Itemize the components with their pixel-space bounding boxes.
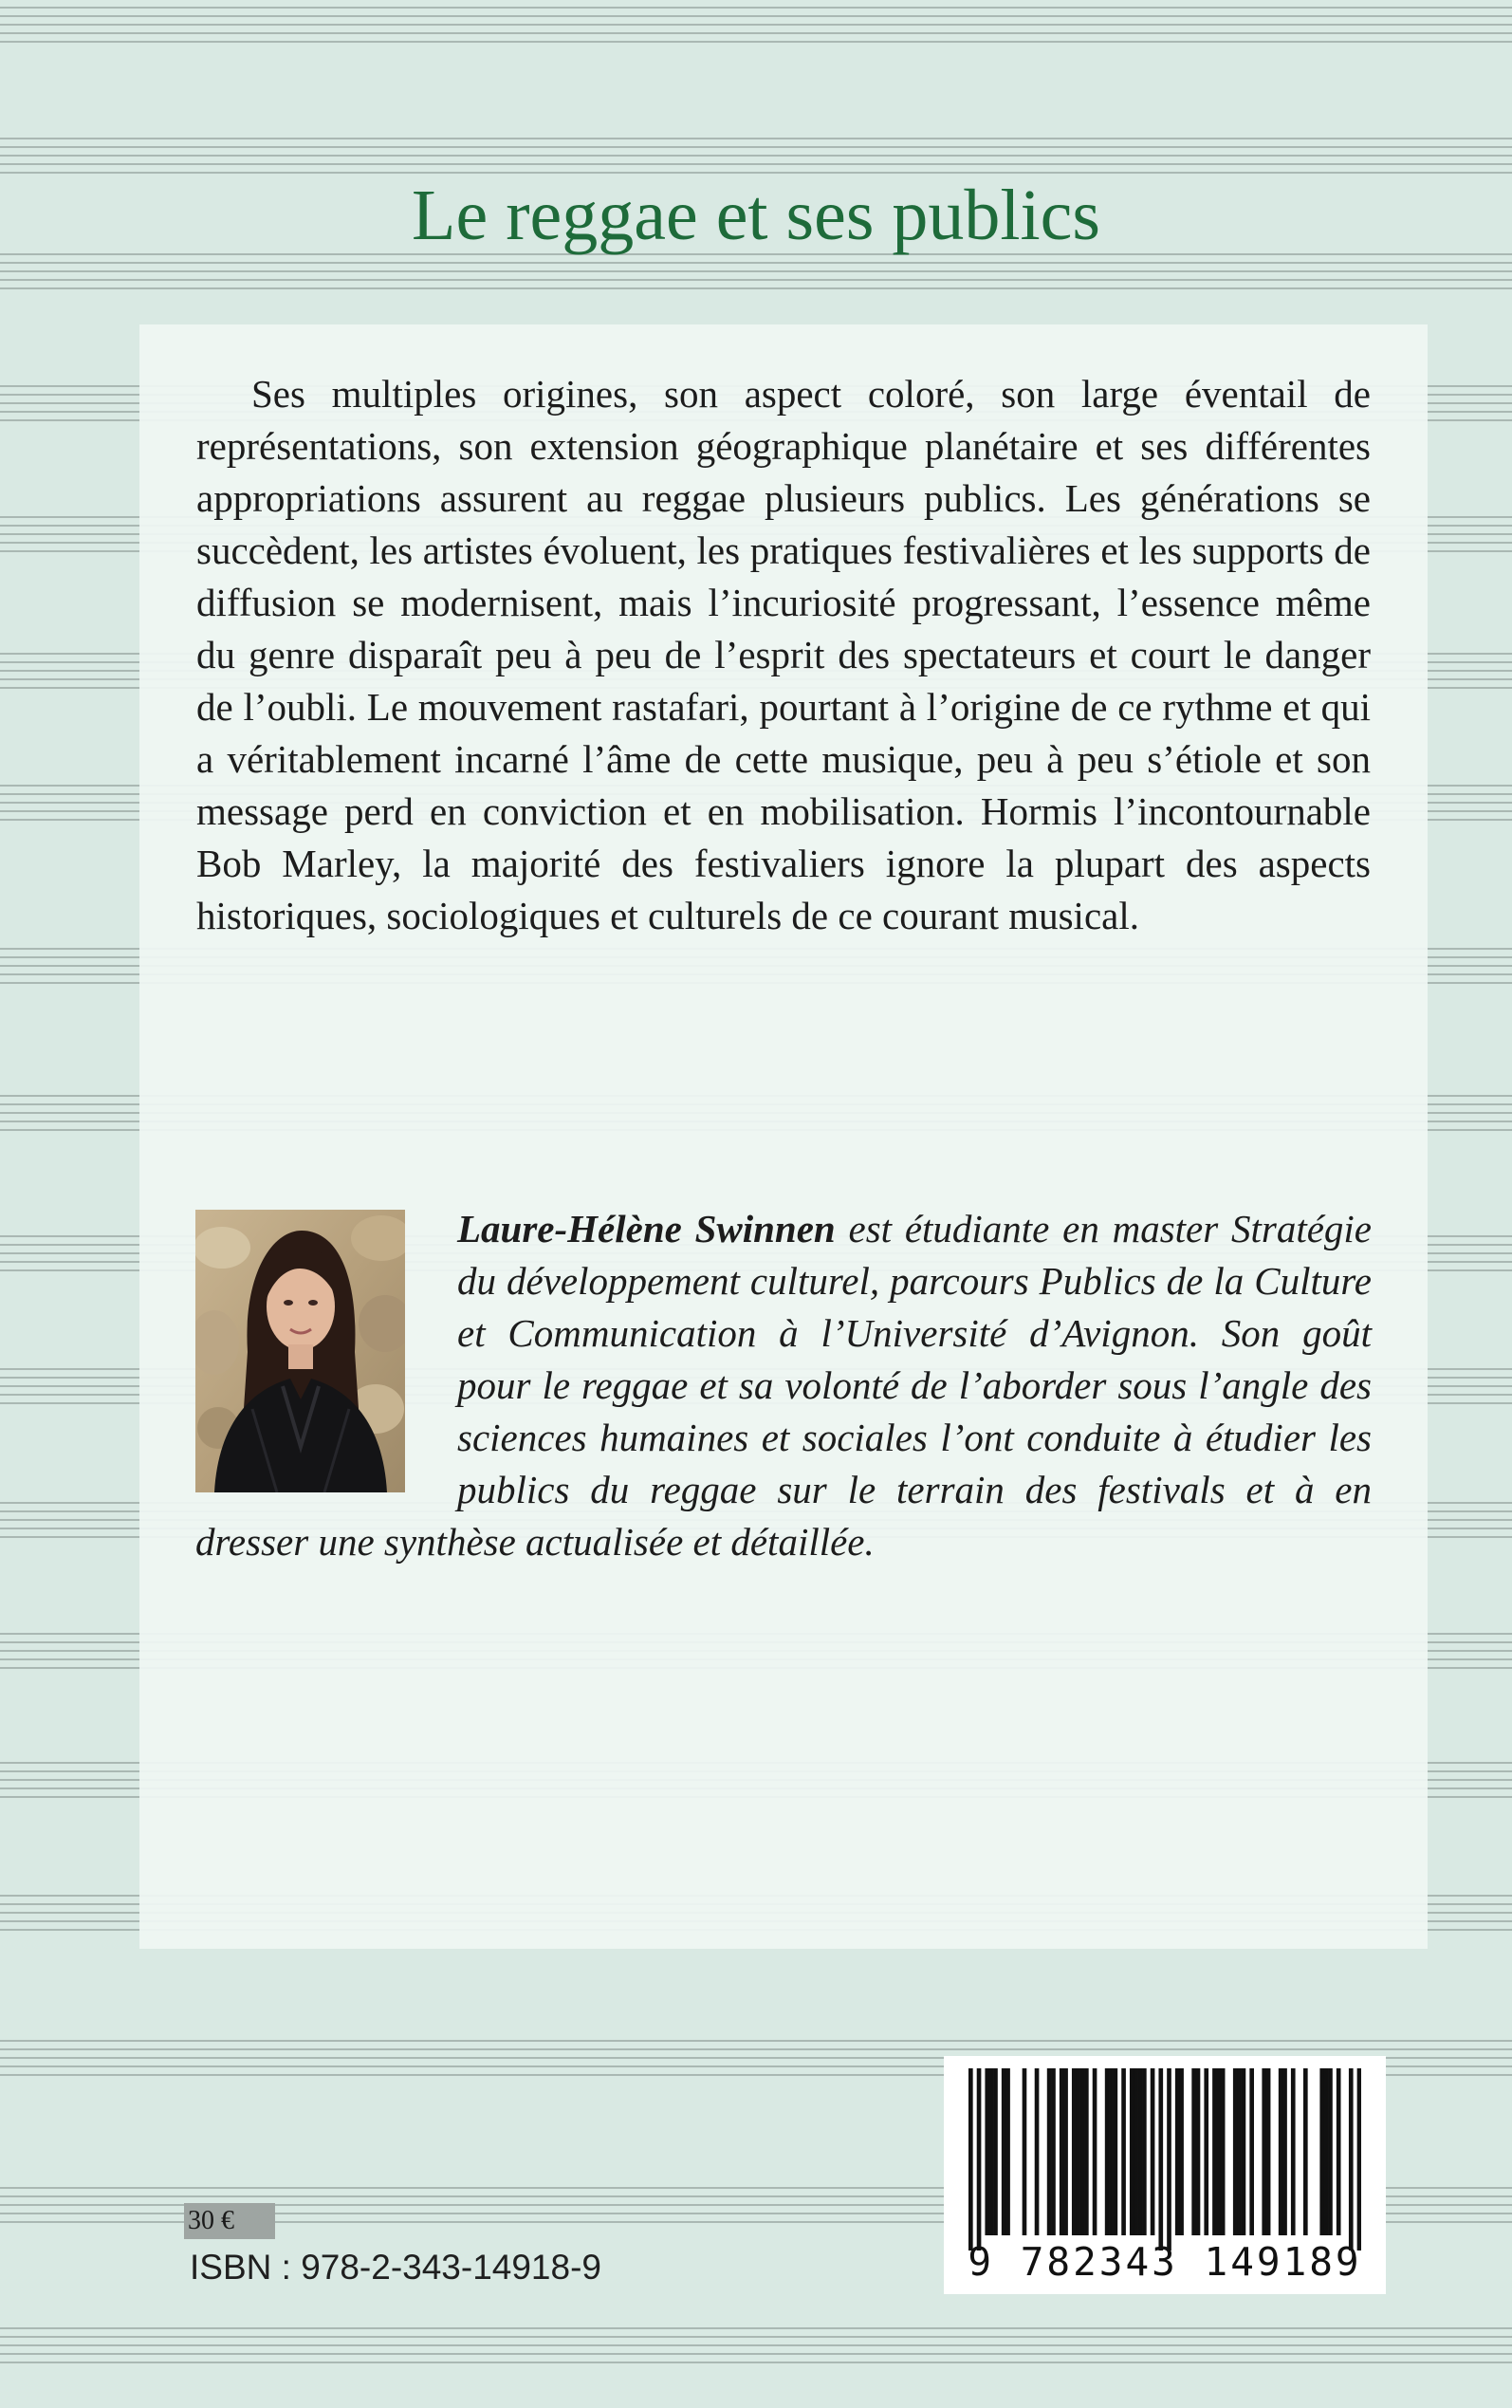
- barcode-bar: [1262, 2068, 1266, 2235]
- barcode-bar: [993, 2068, 998, 2235]
- barcode-bar: [1196, 2068, 1201, 2235]
- barcode-bar: [1242, 2068, 1246, 2235]
- barcode-bar: [1114, 2068, 1118, 2235]
- barcode-bar: [1158, 2068, 1163, 2251]
- author-bio: [195, 1203, 1372, 1568]
- barcode-bar: [1005, 2068, 1010, 2235]
- barcode-bar: [1319, 2068, 1324, 2235]
- barcode-bar: [989, 2068, 994, 2235]
- barcode-bar: [1072, 2068, 1077, 2235]
- barcode-bar: [1063, 2068, 1068, 2235]
- barcode-bar: [1142, 2068, 1147, 2235]
- barcode-bar: [1035, 2068, 1040, 2235]
- barcode-bar: [1093, 2068, 1097, 2235]
- author-bio-text: est étudiante en master Stratégie du développement culturel, parcours Publics de la Culture et Communication à l’Université d’Avignon. Son goût pour le reggae et sa volonté de l’aborder sous l’angle des sciences humaines et sociales l’ont conduite à étudier les publics du reggae sur le terrain des festivals et à en dresser une synthèse actualisée et détaillée.: [195, 1207, 1372, 1564]
- barcode-bar: [1237, 2068, 1242, 2235]
- book-title: Le reggae et ses publics: [412, 176, 1100, 255]
- barcode-bar: [1179, 2068, 1184, 2235]
- barcode-bar: [1249, 2068, 1254, 2235]
- barcode-bar: [1233, 2068, 1238, 2235]
- barcode-bar: [1282, 2068, 1287, 2235]
- barcode-bar: [1216, 2068, 1221, 2235]
- barcode-bar: [1002, 2068, 1006, 2235]
- barcode-bar: [1266, 2068, 1271, 2235]
- barcode-bar: [1337, 2068, 1341, 2235]
- barcode-bar: [1060, 2068, 1064, 2235]
- barcode-bar: [1279, 2068, 1283, 2235]
- ean13-barcode-icon: [968, 2068, 1361, 2251]
- barcode-bar: [1051, 2068, 1056, 2235]
- barcode-bar: [985, 2068, 989, 2235]
- barcode-bar: [968, 2068, 973, 2251]
- barcode-bar: [977, 2068, 982, 2251]
- barcode-bar: [1076, 2068, 1080, 2235]
- barcode-bar: [1357, 2068, 1361, 2251]
- barcode-bar: [1047, 2068, 1052, 2235]
- barcode-bar: [1221, 2068, 1226, 2235]
- barcode-bar: [1109, 2068, 1114, 2235]
- barcode: [944, 2056, 1386, 2294]
- barcode-bar: [1328, 2068, 1333, 2235]
- photo-spacer: [195, 1203, 457, 1499]
- barcode-bar: [1291, 2068, 1296, 2235]
- barcode-bar: [1303, 2068, 1308, 2235]
- barcode-bar: [1138, 2068, 1143, 2235]
- barcode-bar: [1349, 2068, 1354, 2251]
- barcode-bar: [1167, 2068, 1171, 2251]
- barcode-bar: [1212, 2068, 1217, 2235]
- barcode-bar: [1134, 2068, 1138, 2235]
- barcode-bar: [1175, 2068, 1180, 2235]
- barcode-bar: [1130, 2068, 1134, 2235]
- barcode-bar: [1191, 2068, 1196, 2235]
- barcode-bar: [1084, 2068, 1089, 2235]
- barcode-bar: [1324, 2068, 1329, 2235]
- barcode-bar: [1105, 2068, 1110, 2235]
- barcode-bar: [1080, 2068, 1085, 2235]
- isbn: ISBN : 978-2-343-14918-9: [190, 2248, 601, 2287]
- barcode-digits: 9 782343 149189: [968, 2239, 1362, 2285]
- author-name: Laure-Hélène Swinnen: [457, 1207, 836, 1250]
- book-summary: Ses multiples origines, son aspect coloré, son large éventail de représentations, son extension géographique planétaire et ses différentes appropriations assurent au reggae plusieurs publics. Les générations se succèdent, les artistes évoluent, les pratiques festivalières et les supports de diffusion se modernisent, mais l’incuriosité progressant, l’essence même du genre disparaît peu à peu de l’esprit des spectateurs et court le danger de l’oubli. Le mouvement rastafari, pourtant à l’origine de ce rythme et qui a véritablement incarné l’âme de cette musique, peu à peu s’étiole et son message perd en conviction et en mobilisation. Hormis l’incontournable Bob Marley, la majorité des festivaliers ignore la plupart des aspects historiques, sociologiques et culturels de ce courant musical.: [196, 372, 1371, 937]
- barcode-bar: [1151, 2068, 1155, 2235]
- barcode-bar: [1023, 2068, 1027, 2235]
- price-tag: 30 €: [184, 2203, 275, 2239]
- barcode-bar: [1204, 2068, 1208, 2235]
- barcode-bar: [1121, 2068, 1126, 2235]
